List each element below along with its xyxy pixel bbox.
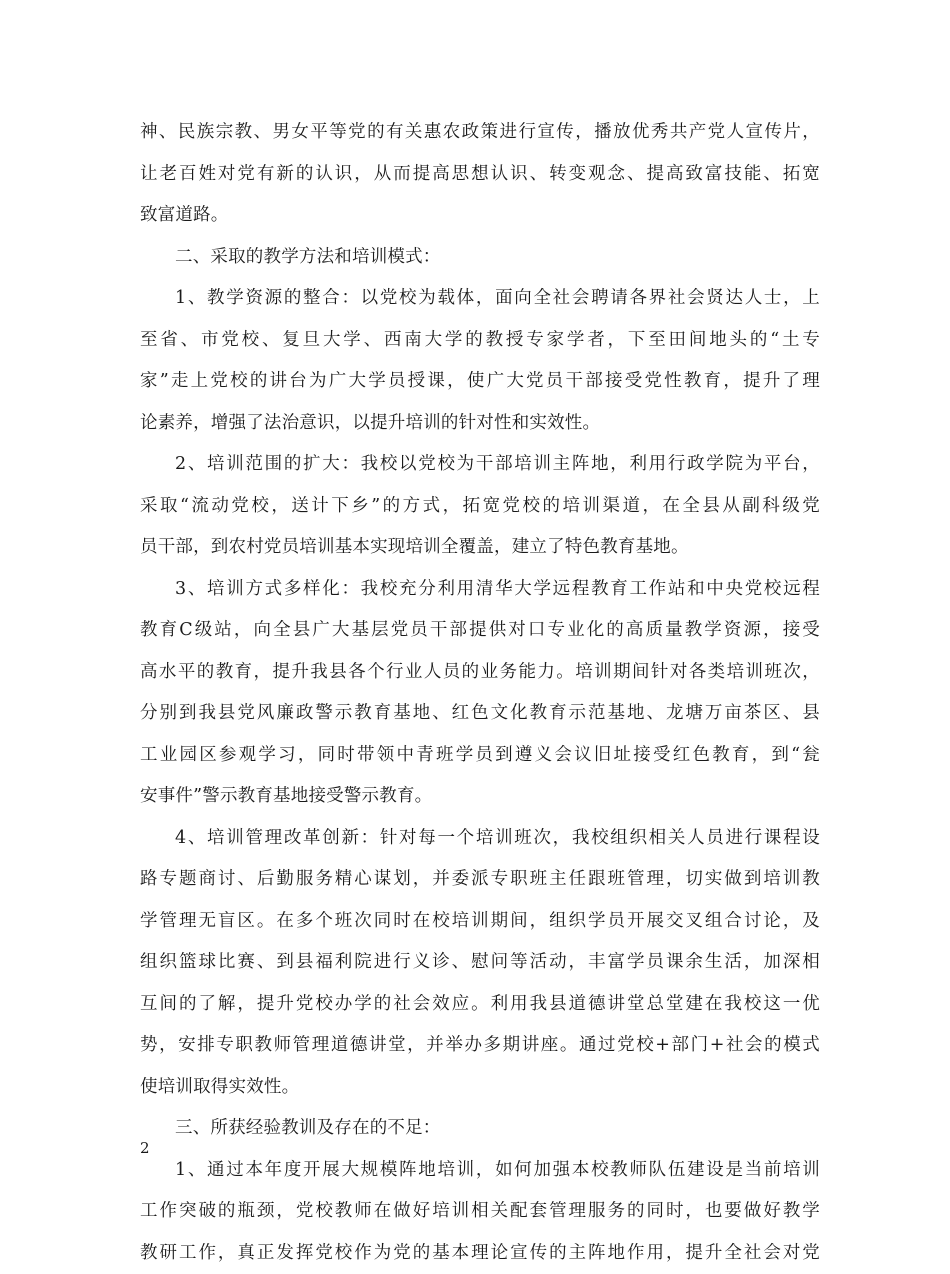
text-line: 互间的了解，提升党校办学的社会效应。利用我县道德讲堂总堂建在我校这一优 (140, 984, 820, 1026)
text-line: 采取“流动党校，送计下乡”的方式，拓宽党校的培训渠道，在全县从副科级党 (140, 486, 820, 528)
text-line: 神、民族宗教、男女平等党的有关惠农政策进行宣传，播放优秀共产党人宣传片， (140, 112, 820, 154)
text-line: 1、通过本年度开展大规模阵地培训，如何加强本校教师队伍建设是当前培训 (140, 1150, 820, 1192)
text-line: 学管理无盲区。在多个班次同时在校培训期间，组织学员开展交叉组合讨论，及 (140, 901, 820, 943)
text-line: 家”走上党校的讲台为广大学员授课，使广大党员干部接受党性教育，提升了理 (140, 361, 820, 403)
text-line: 2、培训范围的扩大：我校以党校为干部培训主阵地，利用行政学院为平台， (140, 444, 820, 486)
text-line: 势，安排专职教师管理道德讲堂，并举办多期讲座。通过党校+部门+社会的模式 (140, 1025, 820, 1067)
text-line: 员干部，到农村党员培训基本实现培训全覆盖，建立了特色教育基地。 (140, 527, 820, 569)
text-line: 使培训取得实效性。 (140, 1067, 820, 1109)
text-line: 教研工作，真正发挥党校作为党的基本理论宣传的主阵地作用，提升全社会对党 (140, 1233, 820, 1274)
text-line: 至省、市党校、复旦大学、西南大学的教授专家学者，下至田间地头的“土专 (140, 320, 820, 362)
text-line: 工作突破的瓶颈，党校教师在做好培训相关配套管理服务的同时，也要做好教学 (140, 1191, 820, 1233)
text-line: 让老百姓对党有新的认识，从而提高思想认识、转变观念、提高致富技能、拓宽 (140, 154, 820, 196)
text-line: 3、培训方式多样化：我校充分利用清华大学远程教育工作站和中央党校远程 (140, 569, 820, 611)
page-number: 2 (140, 1138, 150, 1158)
document-body (140, 112, 820, 1274)
text-line: 分别到我县党风廉政警示教育基地、红色文化教育示范基地、龙塘万亩茶区、县 (140, 693, 820, 735)
text-line: 高水平的教育，提升我县各个行业人员的业务能力。培训期间针对各类培训班次， (140, 652, 820, 694)
text-line: 4、培训管理改革创新：针对每一个培训班次，我校组织相关人员进行课程设 (140, 818, 820, 860)
text-line: 安事件”警示教育基地接受警示教育。 (140, 776, 820, 818)
text-line: 致富道路。 (140, 195, 820, 237)
text-line: 组织篮球比赛、到县福利院进行义诊、慰问等活动，丰富学员课余生活，加深相 (140, 942, 820, 984)
text-line: 路专题商讨、后勤服务精心谋划，并委派专职班主任跟班管理，切实做到培训教 (140, 859, 820, 901)
text-line: 三、所获经验教训及存在的不足： (140, 1108, 820, 1150)
text-line: 论素养，增强了法治意识，以提升培训的针对性和实效性。 (140, 403, 820, 445)
text-line: 1、教学资源的整合：以党校为载体，面向全社会聘请各界社会贤达人士，上 (140, 278, 820, 320)
text-line: 教育C级站，向全县广大基层党员干部提供对口专业化的高质量教学资源，接受 (140, 610, 820, 652)
text-line: 二、采取的教学方法和培训模式： (140, 237, 820, 279)
text-line: 工业园区参观学习，同时带领中青班学员到遵义会议旧址接受红色教育，到“瓮 (140, 735, 820, 777)
